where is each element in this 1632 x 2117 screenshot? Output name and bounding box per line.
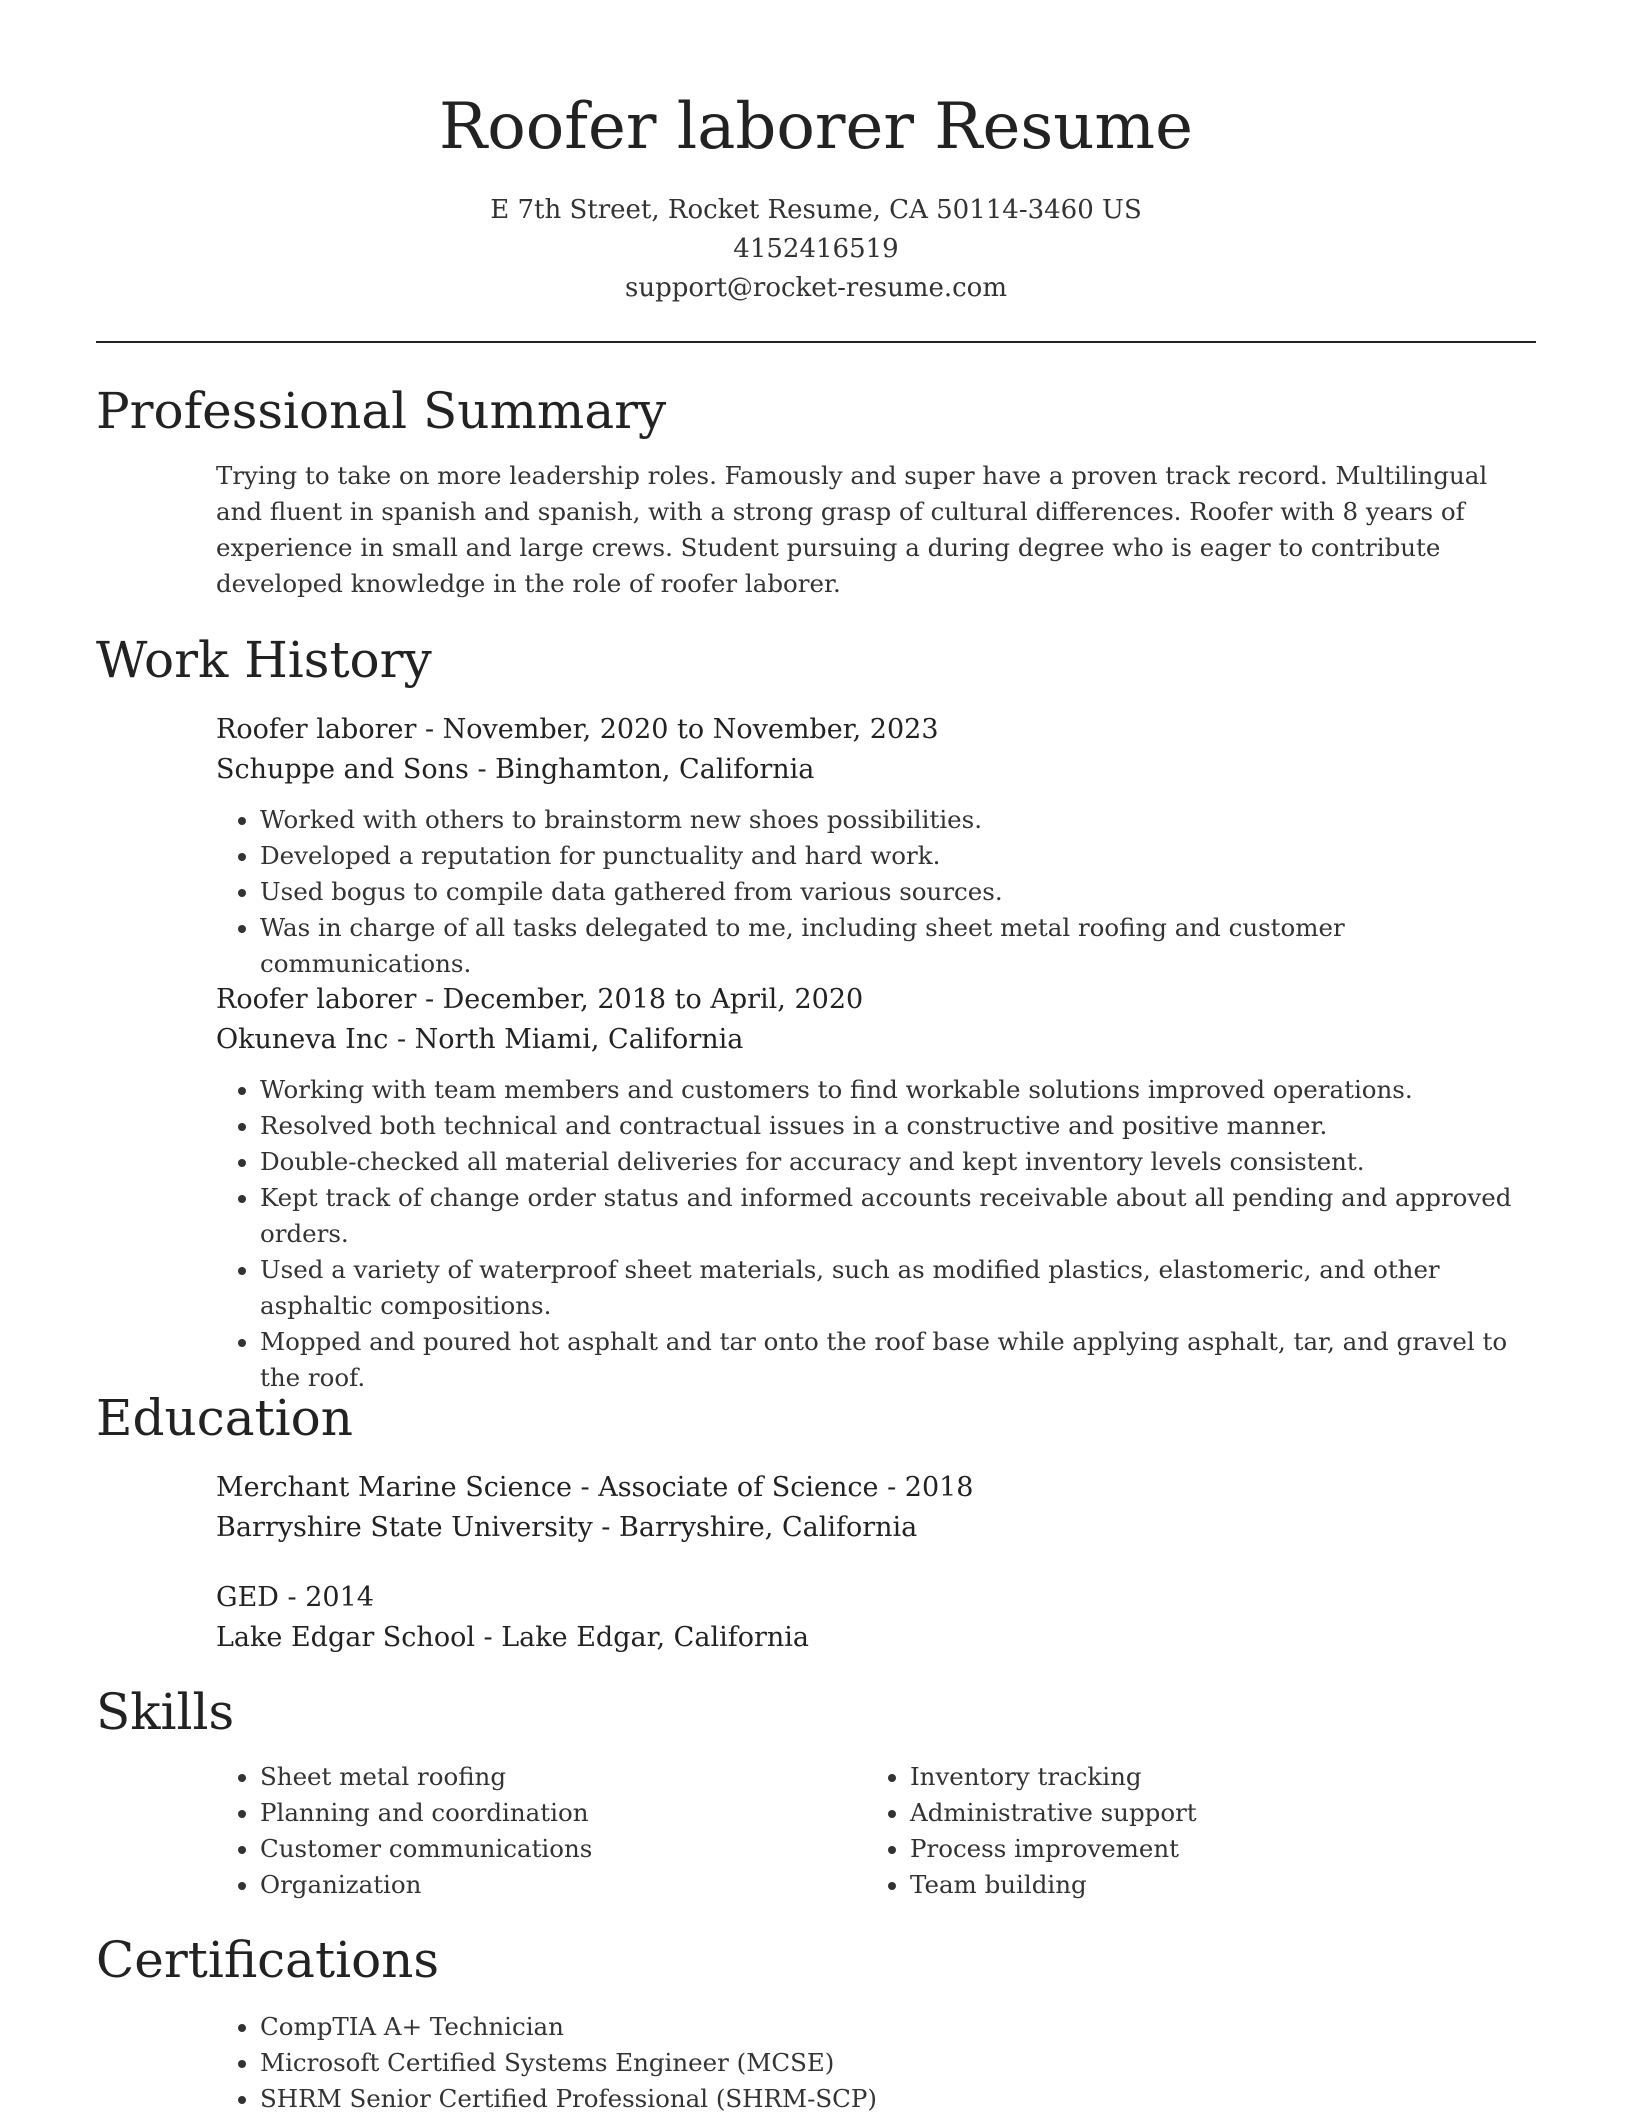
list-item: • Was in charge of all tasks delegated to me, including sheet metal roofing and customer communications. <box>260 910 1536 982</box>
contact-email: support@rocket-resume.com <box>624 273 1007 303</box>
summary-text: Trying to take on more leadership roles. Famously and super have a proven track record. Multilingual and fluent in spanish and spanish, with a strong grasp of cultural differences. Roofer with 8 years of experience in small and large crews. Student pursuing a during degree who is eager to contribute developed knowledge in the role of roofer laborer. <box>216 461 1488 598</box>
certifications-list <box>216 2009 1536 2117</box>
list-item: • Planning and coordination <box>260 1795 866 1831</box>
list-item: • Double-checked all material deliveries for accuracy and kept inventory levels consistent. <box>260 1144 1536 1180</box>
job-bullets <box>216 802 1536 982</box>
list-item: • Used bogus to compile data gathered from various sources. <box>260 874 1536 910</box>
list-item: • Organization <box>260 1867 866 1903</box>
skills-list <box>216 1759 866 1903</box>
degree-line: GED - 2014 <box>216 1582 374 1613</box>
skills-column-right <box>866 1759 1516 1903</box>
list-item: • Worked with others to brainstorm new shoes possibilities. <box>260 802 1536 838</box>
summary-section <box>216 458 1536 602</box>
list-item: • Process improvement <box>910 1831 1516 1867</box>
list-item: • Inventory tracking <box>910 1759 1516 1795</box>
header-divider <box>96 341 1536 343</box>
list-item: • SHRM Senior Certified Professional (SHRM-SCP) <box>260 2081 1536 2117</box>
contact-block <box>96 191 1536 308</box>
contact-address: E 7th Street, Rocket Resume, CA 50114-3460 US <box>490 195 1142 225</box>
list-item: • CompTIA A+ Technician <box>260 2009 1536 2045</box>
list-item: • Developed a reputation for punctuality and hard work. <box>260 838 1536 874</box>
list-item: • Kept track of change order status and informed accounts receivable about all pending and approved orders. <box>260 1180 1536 1252</box>
job-entry <box>216 710 1536 982</box>
list-item: • Working with team members and customers to find workable solutions improved operations. <box>260 1072 1536 1108</box>
list-item: • Used a variety of waterproof sheet materials, such as modified plastics, elastomeric, and other asphaltic compositions. <box>260 1252 1536 1324</box>
contact-phone: 4152416519 <box>733 234 899 264</box>
job-company-line: Schuppe and Sons - Binghamton, California <box>216 754 815 785</box>
school-line: Barryshire State University - Barryshire, California <box>216 1512 918 1543</box>
certifications-heading: Certifications <box>96 1931 440 1989</box>
certifications-section <box>216 2009 1536 2117</box>
education-entry <box>216 1468 1536 1548</box>
list-item: • Customer communications <box>260 1831 866 1867</box>
job-company-line: Okuneva Inc - North Miami, California <box>216 1024 744 1055</box>
list-item: • Administrative support <box>910 1795 1516 1831</box>
list-item: • Mopped and poured hot asphalt and tar onto the roof base while applying asphalt, tar, and gravel to the roof. <box>260 1324 1536 1396</box>
list-item: • Microsoft Certified Systems Engineer (MCSE) <box>260 2045 1536 2081</box>
skills-section <box>216 1759 1536 1903</box>
education-heading: Education <box>96 1389 353 1447</box>
education-entry <box>216 1578 1536 1658</box>
summary-heading: Professional Summary <box>96 382 667 440</box>
school-line: Lake Edgar School - Lake Edgar, California <box>216 1622 809 1653</box>
work-history-heading: Work History <box>96 631 432 689</box>
degree-line: Merchant Marine Science - Associate of Science - 2018 <box>216 1472 974 1503</box>
list-item: • Sheet metal roofing <box>260 1759 866 1795</box>
skills-column-left <box>216 1759 866 1903</box>
job-entry <box>216 980 1536 1396</box>
job-title-line: Roofer laborer - November, 2020 to November, 2023 <box>216 714 939 745</box>
job-bullets <box>216 1072 1536 1396</box>
skills-heading: Skills <box>96 1683 235 1741</box>
skills-list <box>866 1759 1516 1903</box>
list-item: • Team building <box>910 1867 1516 1903</box>
page-title: Roofer laborer Resume <box>439 90 1193 164</box>
job-title-line: Roofer laborer - December, 2018 to April, 2020 <box>216 984 864 1015</box>
list-item: • Resolved both technical and contractual issues in a constructive and positive manner. <box>260 1108 1536 1144</box>
